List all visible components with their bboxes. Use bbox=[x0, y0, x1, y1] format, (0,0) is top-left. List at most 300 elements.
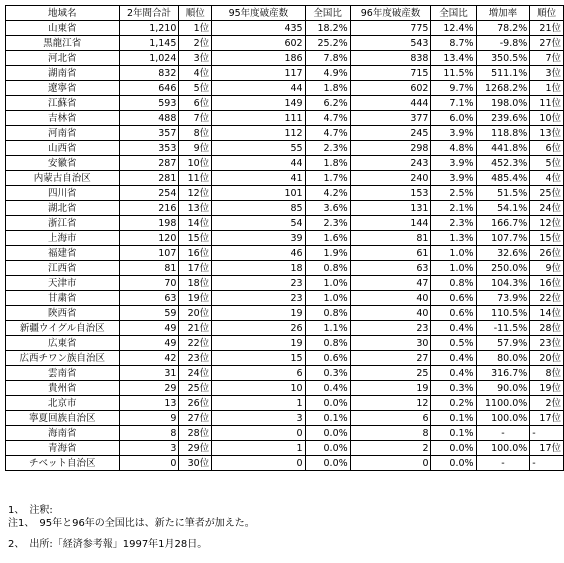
cell-region: 内蒙古自治区 bbox=[6, 171, 120, 186]
table-row bbox=[6, 306, 564, 321]
cell-share-96: 3.9% bbox=[431, 126, 476, 141]
cell-rank: 8位 bbox=[179, 126, 212, 141]
cell-growth-rate: 250.0% bbox=[476, 261, 530, 276]
cell-rank: 11位 bbox=[179, 171, 212, 186]
cell-growth-rank: - bbox=[530, 426, 564, 441]
cell-growth-rank: 1位 bbox=[530, 81, 564, 96]
cell-rank: 1位 bbox=[179, 21, 212, 36]
header-95-bankruptcies: 95年度破産数 bbox=[212, 6, 305, 21]
cell-bankruptcies-95: 41 bbox=[212, 171, 305, 186]
cell-share-96: 1.3% bbox=[431, 231, 476, 246]
cell-share-95: 0.4% bbox=[305, 381, 350, 396]
cell-bankruptcies-95: 10 bbox=[212, 381, 305, 396]
table-row bbox=[6, 156, 564, 171]
cell-share-95: 0.0% bbox=[305, 441, 350, 456]
cell-region: 上海市 bbox=[6, 231, 120, 246]
cell-region: 青海省 bbox=[6, 441, 120, 456]
cell-rank: 5位 bbox=[179, 81, 212, 96]
cell-share-95: 2.3% bbox=[305, 216, 350, 231]
header-region: 地域名 bbox=[6, 6, 120, 21]
cell-rank: 12位 bbox=[179, 186, 212, 201]
cell-growth-rate: 78.2% bbox=[476, 21, 530, 36]
table-row bbox=[6, 411, 564, 426]
cell-bankruptcies-95: 23 bbox=[212, 276, 305, 291]
cell-rank: 28位 bbox=[179, 426, 212, 441]
cell-share-95: 4.9% bbox=[305, 66, 350, 81]
cell-share-95: 0.6% bbox=[305, 351, 350, 366]
cell-growth-rate: 316.7% bbox=[476, 366, 530, 381]
cell-share-96: 0.1% bbox=[431, 411, 476, 426]
cell-share-95: 0.1% bbox=[305, 411, 350, 426]
cell-bankruptcies-95: 54 bbox=[212, 216, 305, 231]
cell-growth-rank: 6位 bbox=[530, 141, 564, 156]
cell-bankruptcies-96: 40 bbox=[350, 306, 431, 321]
cell-share-96: 2.1% bbox=[431, 201, 476, 216]
cell-share-96: 0.1% bbox=[431, 426, 476, 441]
cell-growth-rank: 8位 bbox=[530, 366, 564, 381]
cell-bankruptcies-96: 444 bbox=[350, 96, 431, 111]
cell-bankruptcies-95: 117 bbox=[212, 66, 305, 81]
table-row bbox=[6, 336, 564, 351]
table-row bbox=[6, 246, 564, 261]
cell-bankruptcies-95: 111 bbox=[212, 111, 305, 126]
cell-share-96: 0.0% bbox=[431, 456, 476, 471]
cell-growth-rate: 110.5% bbox=[476, 306, 530, 321]
header-95-share: 全国比 bbox=[305, 6, 350, 21]
cell-two-year-total: 1,210 bbox=[119, 21, 179, 36]
cell-bankruptcies-96: 47 bbox=[350, 276, 431, 291]
cell-bankruptcies-95: 6 bbox=[212, 366, 305, 381]
cell-growth-rank: 17位 bbox=[530, 411, 564, 426]
cell-share-95: 1.0% bbox=[305, 276, 350, 291]
cell-share-96: 8.7% bbox=[431, 36, 476, 51]
cell-growth-rate: 80.0% bbox=[476, 351, 530, 366]
cell-bankruptcies-96: 30 bbox=[350, 336, 431, 351]
cell-two-year-total: 8 bbox=[119, 426, 179, 441]
cell-share-96: 0.4% bbox=[431, 321, 476, 336]
cell-growth-rate: 441.8% bbox=[476, 141, 530, 156]
cell-two-year-total: 120 bbox=[119, 231, 179, 246]
cell-growth-rank: 2位 bbox=[530, 396, 564, 411]
cell-growth-rank: 22位 bbox=[530, 291, 564, 306]
table-row bbox=[6, 66, 564, 81]
table-row bbox=[6, 231, 564, 246]
cell-region: 雲南省 bbox=[6, 366, 120, 381]
cell-share-96: 0.0% bbox=[431, 441, 476, 456]
cell-two-year-total: 832 bbox=[119, 66, 179, 81]
cell-rank: 17位 bbox=[179, 261, 212, 276]
cell-share-95: 0.0% bbox=[305, 426, 350, 441]
table-row bbox=[6, 171, 564, 186]
cell-rank: 7位 bbox=[179, 111, 212, 126]
cell-share-96: 7.1% bbox=[431, 96, 476, 111]
cell-growth-rank: 5位 bbox=[530, 156, 564, 171]
cell-share-95: 6.2% bbox=[305, 96, 350, 111]
cell-bankruptcies-95: 46 bbox=[212, 246, 305, 261]
cell-region: 広西チワン族自治区 bbox=[6, 351, 120, 366]
cell-region: 山東省 bbox=[6, 21, 120, 36]
note-source: 2、 出所:「経済参考報」1997年1月28日。 bbox=[8, 539, 208, 550]
cell-growth-rate: 57.9% bbox=[476, 336, 530, 351]
cell-growth-rate: - bbox=[476, 426, 530, 441]
cell-two-year-total: 59 bbox=[119, 306, 179, 321]
cell-growth-rank: 12位 bbox=[530, 216, 564, 231]
cell-bankruptcies-95: 44 bbox=[212, 81, 305, 96]
cell-two-year-total: 31 bbox=[119, 366, 179, 381]
cell-region: 黒龍江省 bbox=[6, 36, 120, 51]
cell-share-96: 6.0% bbox=[431, 111, 476, 126]
cell-share-95: 1.0% bbox=[305, 291, 350, 306]
cell-share-95: 0.0% bbox=[305, 396, 350, 411]
cell-bankruptcies-95: 112 bbox=[212, 126, 305, 141]
note-1: 注1、 95年と96年の全国比は、新たに筆者が加えた。 bbox=[8, 518, 255, 529]
cell-growth-rank: 23位 bbox=[530, 336, 564, 351]
cell-rank: 29位 bbox=[179, 441, 212, 456]
cell-two-year-total: 593 bbox=[119, 96, 179, 111]
cell-growth-rank: 16位 bbox=[530, 276, 564, 291]
cell-bankruptcies-95: 1 bbox=[212, 441, 305, 456]
cell-rank: 30位 bbox=[179, 456, 212, 471]
cell-bankruptcies-95: 55 bbox=[212, 141, 305, 156]
cell-growth-rate: 511.1% bbox=[476, 66, 530, 81]
bankruptcy-table bbox=[5, 5, 564, 471]
cell-rank: 14位 bbox=[179, 216, 212, 231]
cell-growth-rank: 21位 bbox=[530, 21, 564, 36]
table-row bbox=[6, 51, 564, 66]
cell-rank: 20位 bbox=[179, 306, 212, 321]
cell-bankruptcies-96: 298 bbox=[350, 141, 431, 156]
cell-bankruptcies-96: 131 bbox=[350, 201, 431, 216]
cell-growth-rank: 4位 bbox=[530, 171, 564, 186]
cell-region: 陝西省 bbox=[6, 306, 120, 321]
cell-share-95: 2.3% bbox=[305, 141, 350, 156]
cell-growth-rate: -9.8% bbox=[476, 36, 530, 51]
cell-region: 江蘇省 bbox=[6, 96, 120, 111]
cell-growth-rate: 54.1% bbox=[476, 201, 530, 216]
cell-two-year-total: 49 bbox=[119, 336, 179, 351]
table-row bbox=[6, 291, 564, 306]
cell-growth-rate: 1268.2% bbox=[476, 81, 530, 96]
cell-bankruptcies-96: 19 bbox=[350, 381, 431, 396]
cell-two-year-total: 1,024 bbox=[119, 51, 179, 66]
header-growth-rank: 順位 bbox=[530, 6, 564, 21]
cell-two-year-total: 488 bbox=[119, 111, 179, 126]
notes bbox=[8, 504, 255, 551]
cell-bankruptcies-95: 44 bbox=[212, 156, 305, 171]
table-row bbox=[6, 426, 564, 441]
cell-bankruptcies-95: 39 bbox=[212, 231, 305, 246]
cell-growth-rank: 3位 bbox=[530, 66, 564, 81]
cell-growth-rate: 239.6% bbox=[476, 111, 530, 126]
cell-growth-rate: 452.3% bbox=[476, 156, 530, 171]
cell-share-96: 0.6% bbox=[431, 291, 476, 306]
cell-bankruptcies-95: 0 bbox=[212, 456, 305, 471]
cell-two-year-total: 42 bbox=[119, 351, 179, 366]
cell-rank: 25位 bbox=[179, 381, 212, 396]
cell-share-95: 1.8% bbox=[305, 81, 350, 96]
cell-share-95: 0.3% bbox=[305, 366, 350, 381]
cell-growth-rate: 104.3% bbox=[476, 276, 530, 291]
cell-growth-rank: 10位 bbox=[530, 111, 564, 126]
cell-share-96: 3.9% bbox=[431, 171, 476, 186]
cell-two-year-total: 216 bbox=[119, 201, 179, 216]
cell-growth-rate: - bbox=[476, 456, 530, 471]
cell-share-95: 0.8% bbox=[305, 336, 350, 351]
cell-rank: 23位 bbox=[179, 351, 212, 366]
cell-growth-rank: 17位 bbox=[530, 441, 564, 456]
cell-region: 海南省 bbox=[6, 426, 120, 441]
cell-bankruptcies-96: 27 bbox=[350, 351, 431, 366]
cell-bankruptcies-96: 2 bbox=[350, 441, 431, 456]
cell-bankruptcies-96: 0 bbox=[350, 456, 431, 471]
header-rank: 順位 bbox=[179, 6, 212, 21]
note-heading: 1、 注釈: bbox=[8, 505, 53, 516]
cell-growth-rank: 20位 bbox=[530, 351, 564, 366]
cell-rank: 4位 bbox=[179, 66, 212, 81]
cell-two-year-total: 9 bbox=[119, 411, 179, 426]
cell-rank: 3位 bbox=[179, 51, 212, 66]
cell-share-96: 4.8% bbox=[431, 141, 476, 156]
cell-growth-rank: 13位 bbox=[530, 126, 564, 141]
cell-bankruptcies-96: 81 bbox=[350, 231, 431, 246]
cell-share-95: 0.8% bbox=[305, 261, 350, 276]
cell-bankruptcies-95: 1 bbox=[212, 396, 305, 411]
cell-growth-rank: - bbox=[530, 456, 564, 471]
table-row bbox=[6, 276, 564, 291]
cell-two-year-total: 3 bbox=[119, 441, 179, 456]
cell-rank: 27位 bbox=[179, 411, 212, 426]
cell-growth-rank: 28位 bbox=[530, 321, 564, 336]
cell-two-year-total: 81 bbox=[119, 261, 179, 276]
cell-two-year-total: 29 bbox=[119, 381, 179, 396]
cell-bankruptcies-96: 25 bbox=[350, 366, 431, 381]
cell-growth-rate: 118.8% bbox=[476, 126, 530, 141]
cell-region: 湖南省 bbox=[6, 66, 120, 81]
cell-two-year-total: 646 bbox=[119, 81, 179, 96]
cell-region: 山西省 bbox=[6, 141, 120, 156]
cell-share-95: 3.6% bbox=[305, 201, 350, 216]
cell-share-95: 0.8% bbox=[305, 306, 350, 321]
cell-bankruptcies-96: 715 bbox=[350, 66, 431, 81]
cell-share-95: 4.2% bbox=[305, 186, 350, 201]
cell-growth-rate: 198.0% bbox=[476, 96, 530, 111]
cell-bankruptcies-95: 435 bbox=[212, 21, 305, 36]
table-row bbox=[6, 36, 564, 51]
table-row bbox=[6, 96, 564, 111]
cell-share-95: 1.8% bbox=[305, 156, 350, 171]
cell-share-96: 3.9% bbox=[431, 156, 476, 171]
cell-growth-rank: 27位 bbox=[530, 36, 564, 51]
cell-region: 四川省 bbox=[6, 186, 120, 201]
cell-bankruptcies-96: 40 bbox=[350, 291, 431, 306]
cell-rank: 6位 bbox=[179, 96, 212, 111]
header-growth-rate: 増加率 bbox=[476, 6, 530, 21]
header-96-bankruptcies: 96年度破産数 bbox=[350, 6, 431, 21]
cell-bankruptcies-95: 23 bbox=[212, 291, 305, 306]
cell-bankruptcies-95: 0 bbox=[212, 426, 305, 441]
cell-share-96: 2.5% bbox=[431, 186, 476, 201]
cell-share-96: 9.7% bbox=[431, 81, 476, 96]
cell-two-year-total: 0 bbox=[119, 456, 179, 471]
table-row bbox=[6, 141, 564, 156]
cell-two-year-total: 357 bbox=[119, 126, 179, 141]
cell-rank: 2位 bbox=[179, 36, 212, 51]
cell-bankruptcies-96: 8 bbox=[350, 426, 431, 441]
cell-two-year-total: 70 bbox=[119, 276, 179, 291]
cell-bankruptcies-95: 602 bbox=[212, 36, 305, 51]
cell-region: チベット自治区 bbox=[6, 456, 120, 471]
cell-region: 江西省 bbox=[6, 261, 120, 276]
cell-region: 河南省 bbox=[6, 126, 120, 141]
cell-bankruptcies-95: 19 bbox=[212, 336, 305, 351]
cell-bankruptcies-96: 6 bbox=[350, 411, 431, 426]
cell-growth-rate: 107.7% bbox=[476, 231, 530, 246]
cell-two-year-total: 254 bbox=[119, 186, 179, 201]
cell-bankruptcies-96: 12 bbox=[350, 396, 431, 411]
cell-share-96: 1.0% bbox=[431, 246, 476, 261]
cell-region: 湖北省 bbox=[6, 201, 120, 216]
cell-growth-rate: 350.5% bbox=[476, 51, 530, 66]
cell-share-95: 1.7% bbox=[305, 171, 350, 186]
cell-rank: 15位 bbox=[179, 231, 212, 246]
cell-rank: 21位 bbox=[179, 321, 212, 336]
cell-bankruptcies-96: 775 bbox=[350, 21, 431, 36]
cell-share-95: 4.7% bbox=[305, 126, 350, 141]
cell-bankruptcies-96: 61 bbox=[350, 246, 431, 261]
cell-rank: 13位 bbox=[179, 201, 212, 216]
table-header-row bbox=[6, 6, 564, 21]
cell-bankruptcies-96: 144 bbox=[350, 216, 431, 231]
table-row bbox=[6, 261, 564, 276]
table-row bbox=[6, 441, 564, 456]
header-96-share: 全国比 bbox=[431, 6, 476, 21]
cell-bankruptcies-96: 23 bbox=[350, 321, 431, 336]
cell-region: 河北省 bbox=[6, 51, 120, 66]
cell-bankruptcies-96: 838 bbox=[350, 51, 431, 66]
cell-bankruptcies-96: 63 bbox=[350, 261, 431, 276]
cell-growth-rank: 24位 bbox=[530, 201, 564, 216]
table-row bbox=[6, 21, 564, 36]
cell-share-96: 0.8% bbox=[431, 276, 476, 291]
cell-two-year-total: 198 bbox=[119, 216, 179, 231]
cell-bankruptcies-95: 101 bbox=[212, 186, 305, 201]
cell-bankruptcies-95: 15 bbox=[212, 351, 305, 366]
cell-bankruptcies-95: 26 bbox=[212, 321, 305, 336]
cell-growth-rate: 90.0% bbox=[476, 381, 530, 396]
cell-growth-rank: 15位 bbox=[530, 231, 564, 246]
cell-share-95: 1.1% bbox=[305, 321, 350, 336]
cell-region: 安徽省 bbox=[6, 156, 120, 171]
cell-bankruptcies-95: 85 bbox=[212, 201, 305, 216]
cell-share-96: 0.6% bbox=[431, 306, 476, 321]
table-row bbox=[6, 126, 564, 141]
cell-bankruptcies-96: 243 bbox=[350, 156, 431, 171]
cell-region: 甘粛省 bbox=[6, 291, 120, 306]
cell-region: 福建省 bbox=[6, 246, 120, 261]
cell-region: 広東省 bbox=[6, 336, 120, 351]
cell-growth-rate: 32.6% bbox=[476, 246, 530, 261]
cell-growth-rank: 25位 bbox=[530, 186, 564, 201]
cell-bankruptcies-95: 3 bbox=[212, 411, 305, 426]
cell-share-96: 12.4% bbox=[431, 21, 476, 36]
cell-two-year-total: 13 bbox=[119, 396, 179, 411]
cell-share-96: 0.5% bbox=[431, 336, 476, 351]
cell-rank: 19位 bbox=[179, 291, 212, 306]
cell-two-year-total: 287 bbox=[119, 156, 179, 171]
cell-bankruptcies-96: 240 bbox=[350, 171, 431, 186]
cell-share-96: 0.2% bbox=[431, 396, 476, 411]
cell-growth-rate: 100.0% bbox=[476, 411, 530, 426]
cell-share-96: 11.5% bbox=[431, 66, 476, 81]
cell-bankruptcies-96: 245 bbox=[350, 126, 431, 141]
cell-growth-rate: -11.5% bbox=[476, 321, 530, 336]
cell-growth-rank: 14位 bbox=[530, 306, 564, 321]
cell-region: 浙江省 bbox=[6, 216, 120, 231]
cell-region: 貴州省 bbox=[6, 381, 120, 396]
cell-growth-rate: 166.7% bbox=[476, 216, 530, 231]
cell-region: 遼寧省 bbox=[6, 81, 120, 96]
table-row bbox=[6, 396, 564, 411]
table-row bbox=[6, 381, 564, 396]
cell-share-95: 18.2% bbox=[305, 21, 350, 36]
cell-two-year-total: 1,145 bbox=[119, 36, 179, 51]
cell-share-96: 13.4% bbox=[431, 51, 476, 66]
cell-share-96: 0.4% bbox=[431, 351, 476, 366]
cell-rank: 9位 bbox=[179, 141, 212, 156]
cell-share-96: 2.3% bbox=[431, 216, 476, 231]
cell-two-year-total: 107 bbox=[119, 246, 179, 261]
cell-growth-rate: 100.0% bbox=[476, 441, 530, 456]
cell-share-95: 25.2% bbox=[305, 36, 350, 51]
cell-growth-rate: 1100.0% bbox=[476, 396, 530, 411]
table-row bbox=[6, 186, 564, 201]
cell-rank: 10位 bbox=[179, 156, 212, 171]
cell-bankruptcies-95: 149 bbox=[212, 96, 305, 111]
cell-share-96: 1.0% bbox=[431, 261, 476, 276]
cell-two-year-total: 281 bbox=[119, 171, 179, 186]
cell-growth-rank: 7位 bbox=[530, 51, 564, 66]
cell-region: 新疆ウイグル自治区 bbox=[6, 321, 120, 336]
cell-share-95: 1.9% bbox=[305, 246, 350, 261]
cell-bankruptcies-96: 153 bbox=[350, 186, 431, 201]
table-row bbox=[6, 456, 564, 471]
cell-share-96: 0.3% bbox=[431, 381, 476, 396]
cell-share-96: 0.4% bbox=[431, 366, 476, 381]
cell-rank: 16位 bbox=[179, 246, 212, 261]
cell-rank: 18位 bbox=[179, 276, 212, 291]
cell-share-95: 1.6% bbox=[305, 231, 350, 246]
cell-rank: 26位 bbox=[179, 396, 212, 411]
cell-growth-rate: 485.4% bbox=[476, 171, 530, 186]
table-row bbox=[6, 351, 564, 366]
table-row bbox=[6, 216, 564, 231]
cell-region: 天津市 bbox=[6, 276, 120, 291]
cell-share-95: 0.0% bbox=[305, 456, 350, 471]
table-row bbox=[6, 111, 564, 126]
cell-growth-rank: 9位 bbox=[530, 261, 564, 276]
cell-region: 寧夏回族自治区 bbox=[6, 411, 120, 426]
header-two-year-total: 2年間合計 bbox=[119, 6, 179, 21]
cell-region: 吉林省 bbox=[6, 111, 120, 126]
cell-bankruptcies-96: 377 bbox=[350, 111, 431, 126]
table-row bbox=[6, 81, 564, 96]
table-body bbox=[6, 6, 564, 471]
cell-growth-rate: 51.5% bbox=[476, 186, 530, 201]
cell-bankruptcies-95: 18 bbox=[212, 261, 305, 276]
cell-two-year-total: 353 bbox=[119, 141, 179, 156]
table-row bbox=[6, 201, 564, 216]
cell-rank: 22位 bbox=[179, 336, 212, 351]
